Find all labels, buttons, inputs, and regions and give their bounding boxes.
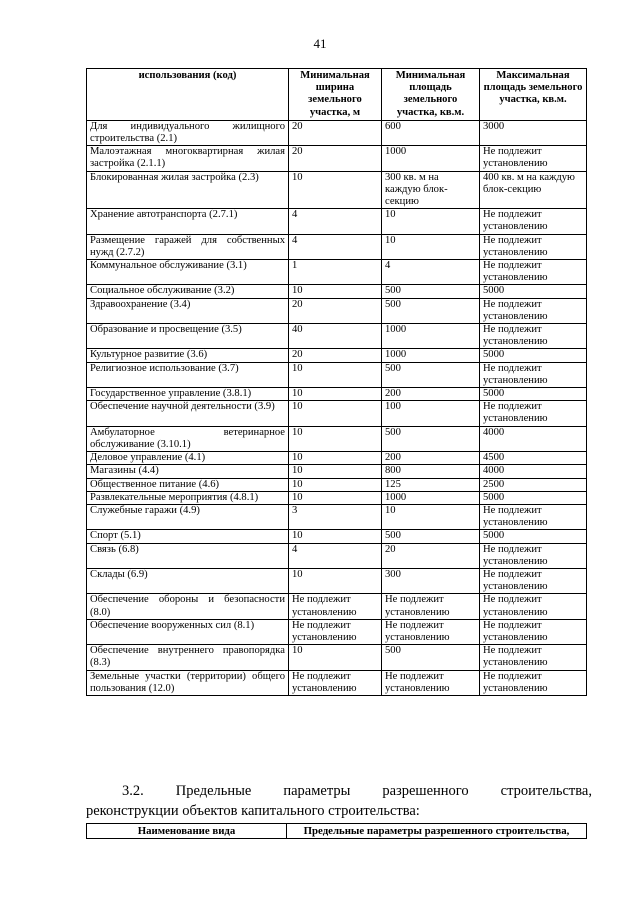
cell-usage: Обеспечение обороны и безопасности (8.0) [87,594,289,619]
cell-min-width: 10 [289,388,382,401]
cell-usage: Социальное обслуживание (3.2) [87,285,289,298]
cell-min-width: 10 [289,645,382,670]
cell-min-width: 20 [289,349,382,362]
table-row [87,285,587,298]
cell-min-width: 1 [289,260,382,285]
cell-min-area: 20 [382,543,480,568]
cell-max-area: Не подлежит установлению [480,362,587,387]
cell-max-area: Не подлежит установлению [480,324,587,349]
table-row [87,670,587,695]
cell-usage: Коммунальное обслуживание (3.1) [87,260,289,285]
cell-usage: Размещение гаражей для собственных нужд (2.7.2) [87,234,289,259]
cell-usage: Развлекательные мероприятия (4.8.1) [87,491,289,504]
section-word: Предельные [175,783,252,799]
cell-max-area: Не подлежит установлению [480,645,587,670]
header-min-area: Минимальная площадь земельного участка, кв.м. [382,69,480,121]
header-min-width: Минимальная ширина земельного участка, м [289,69,382,121]
cell-min-width: 20 [289,120,382,145]
cell-min-width: 10 [289,401,382,426]
table-row [87,645,587,670]
cell-usage: Общественное питание (4.6) [87,478,289,491]
cell-usage: Деловое управление (4.1) [87,452,289,465]
cell-usage: Служебные гаражи (4.9) [87,504,289,529]
cell-min-width: 10 [289,478,382,491]
cell-max-area: 5000 [480,491,587,504]
cell-min-area: 300 [382,568,480,593]
table-row [87,349,587,362]
cell-max-area: Не подлежит установлению [480,619,587,644]
header-construction-limits: Предельные параметры разрешенного строительства, [287,824,587,839]
table-row [87,426,587,451]
table-row [87,530,587,543]
cell-usage: Хранение автотранспорта (2.7.1) [87,209,289,234]
cell-max-area: 5000 [480,388,587,401]
section-heading-line2: реконструкции объектов капитального строительства: [86,803,420,819]
table-row [87,401,587,426]
cell-usage: Обеспечение внутреннего правопорядка (8.3) [87,645,289,670]
cell-min-width: Не подлежит установлению [289,594,382,619]
cell-min-width: Не подлежит установлению [289,670,382,695]
cell-max-area: 4500 [480,452,587,465]
cell-usage: Склады (6.9) [87,568,289,593]
table-row [87,491,587,504]
cell-usage: Магазины (4.4) [87,465,289,478]
cell-max-area: 5000 [480,530,587,543]
cell-max-area: Не подлежит установлению [480,568,587,593]
cell-min-area: 1000 [382,491,480,504]
cell-usage: Для индивидуального жилищного строительства (2.1) [87,120,289,145]
cell-min-width: Не подлежит установлению [289,619,382,644]
cell-max-area: Не подлежит установлению [480,260,587,285]
cell-max-area: 4000 [480,465,587,478]
cell-min-area: 500 [382,298,480,323]
header-type-name: Наименование вида [87,824,287,839]
cell-max-area: Не подлежит установлению [480,298,587,323]
cell-min-width: 10 [289,530,382,543]
cell-min-width: 40 [289,324,382,349]
table-row [87,260,587,285]
cell-min-area: 1000 [382,146,480,171]
section-heading-line1 [122,783,592,800]
cell-min-width: 10 [289,452,382,465]
table-row [87,478,587,491]
cell-min-area: 1000 [382,324,480,349]
table-row [87,543,587,568]
cell-usage: Спорт (5.1) [87,530,289,543]
cell-min-width: 10 [289,362,382,387]
cell-max-area: 3000 [480,120,587,145]
cell-min-width: 10 [289,285,382,298]
cell-max-area: Не подлежит установлению [480,670,587,695]
table-header-row [87,69,587,121]
cell-min-area: 200 [382,388,480,401]
construction-parameters-table [86,823,587,839]
cell-usage: Связь (6.8) [87,543,289,568]
cell-max-area: Не подлежит установлению [480,234,587,259]
cell-max-area: Не подлежит установлению [480,504,587,529]
cell-min-area: 10 [382,234,480,259]
header-max-area: Максимальная площадь земельного участка, кв.м. [480,69,587,121]
cell-min-area: 10 [382,504,480,529]
cell-max-area: Не подлежит установлению [480,401,587,426]
table-row [87,209,587,234]
table-row [87,388,587,401]
cell-min-width: 10 [289,171,382,209]
cell-usage: Культурное развитие (3.6) [87,349,289,362]
cell-max-area: Не подлежит установлению [480,543,587,568]
table-row [87,504,587,529]
cell-min-width: 3 [289,504,382,529]
cell-min-area: 600 [382,120,480,145]
cell-min-width: 20 [289,298,382,323]
cell-usage: Земельные участки (территории) общего пользования (12.0) [87,670,289,695]
section-word: строительства, [500,783,592,799]
cell-usage: Обеспечение научной деятельности (3.9) [87,401,289,426]
table-row [87,594,587,619]
cell-max-area: Не подлежит установлению [480,146,587,171]
table-row [87,324,587,349]
cell-max-area: Не подлежит установлению [480,209,587,234]
cell-max-area: 5000 [480,285,587,298]
cell-min-width: 10 [289,426,382,451]
cell-usage: Блокированная жилая застройка (2.3) [87,171,289,209]
cell-min-area: 300 кв. м на каждую блок-секцию [382,171,480,209]
cell-min-width: 4 [289,234,382,259]
cell-min-area: 500 [382,530,480,543]
cell-min-area: Не подлежит установлению [382,619,480,644]
cell-usage: Малоэтажная многоквартирная жилая застройка (2.1.1) [87,146,289,171]
cell-min-width: 4 [289,209,382,234]
table-row [87,452,587,465]
table-header-row [87,824,587,839]
cell-min-area: 500 [382,362,480,387]
cell-min-area: 125 [382,478,480,491]
cell-min-area: 500 [382,645,480,670]
cell-usage: Здравоохранение (3.4) [87,298,289,323]
cell-max-area: 400 кв. м на каждую блок-секцию [480,171,587,209]
cell-usage: Обеспечение вооруженных сил (8.1) [87,619,289,644]
table-row [87,298,587,323]
table-row [87,568,587,593]
cell-min-area: 1000 [382,349,480,362]
page-number: 41 [313,36,327,51]
table-row [87,465,587,478]
cell-min-width: 10 [289,491,382,504]
table-row [87,146,587,171]
cell-min-area: 500 [382,426,480,451]
cell-usage: Амбулаторное ветеринарное обслуживание (3.10.1) [87,426,289,451]
cell-min-area: 500 [382,285,480,298]
cell-min-area: 100 [382,401,480,426]
cell-max-area: Не подлежит установлению [480,594,587,619]
cell-min-width: 10 [289,568,382,593]
cell-usage: Государственное управление (3.8.1) [87,388,289,401]
cell-min-area: 10 [382,209,480,234]
section-word: разрешенного [382,783,469,799]
cell-usage: Религиозное использование (3.7) [87,362,289,387]
cell-min-area: 200 [382,452,480,465]
table-row [87,120,587,145]
table-row [87,619,587,644]
cell-min-width: 10 [289,465,382,478]
section-word: параметры [283,783,351,799]
land-parameters-table [86,68,587,696]
table-row [87,234,587,259]
cell-max-area: 2500 [480,478,587,491]
cell-max-area: 4000 [480,426,587,451]
table-row [87,362,587,387]
cell-min-area: Не подлежит установлению [382,670,480,695]
cell-min-area: Не подлежит установлению [382,594,480,619]
header-usage-code: использования (код) [87,69,289,121]
cell-min-width: 4 [289,543,382,568]
cell-min-width: 20 [289,146,382,171]
cell-min-area: 800 [382,465,480,478]
section-number: 3.2. [122,783,144,799]
cell-max-area: 5000 [480,349,587,362]
cell-min-area: 4 [382,260,480,285]
table-row [87,171,587,209]
cell-usage: Образование и просвещение (3.5) [87,324,289,349]
